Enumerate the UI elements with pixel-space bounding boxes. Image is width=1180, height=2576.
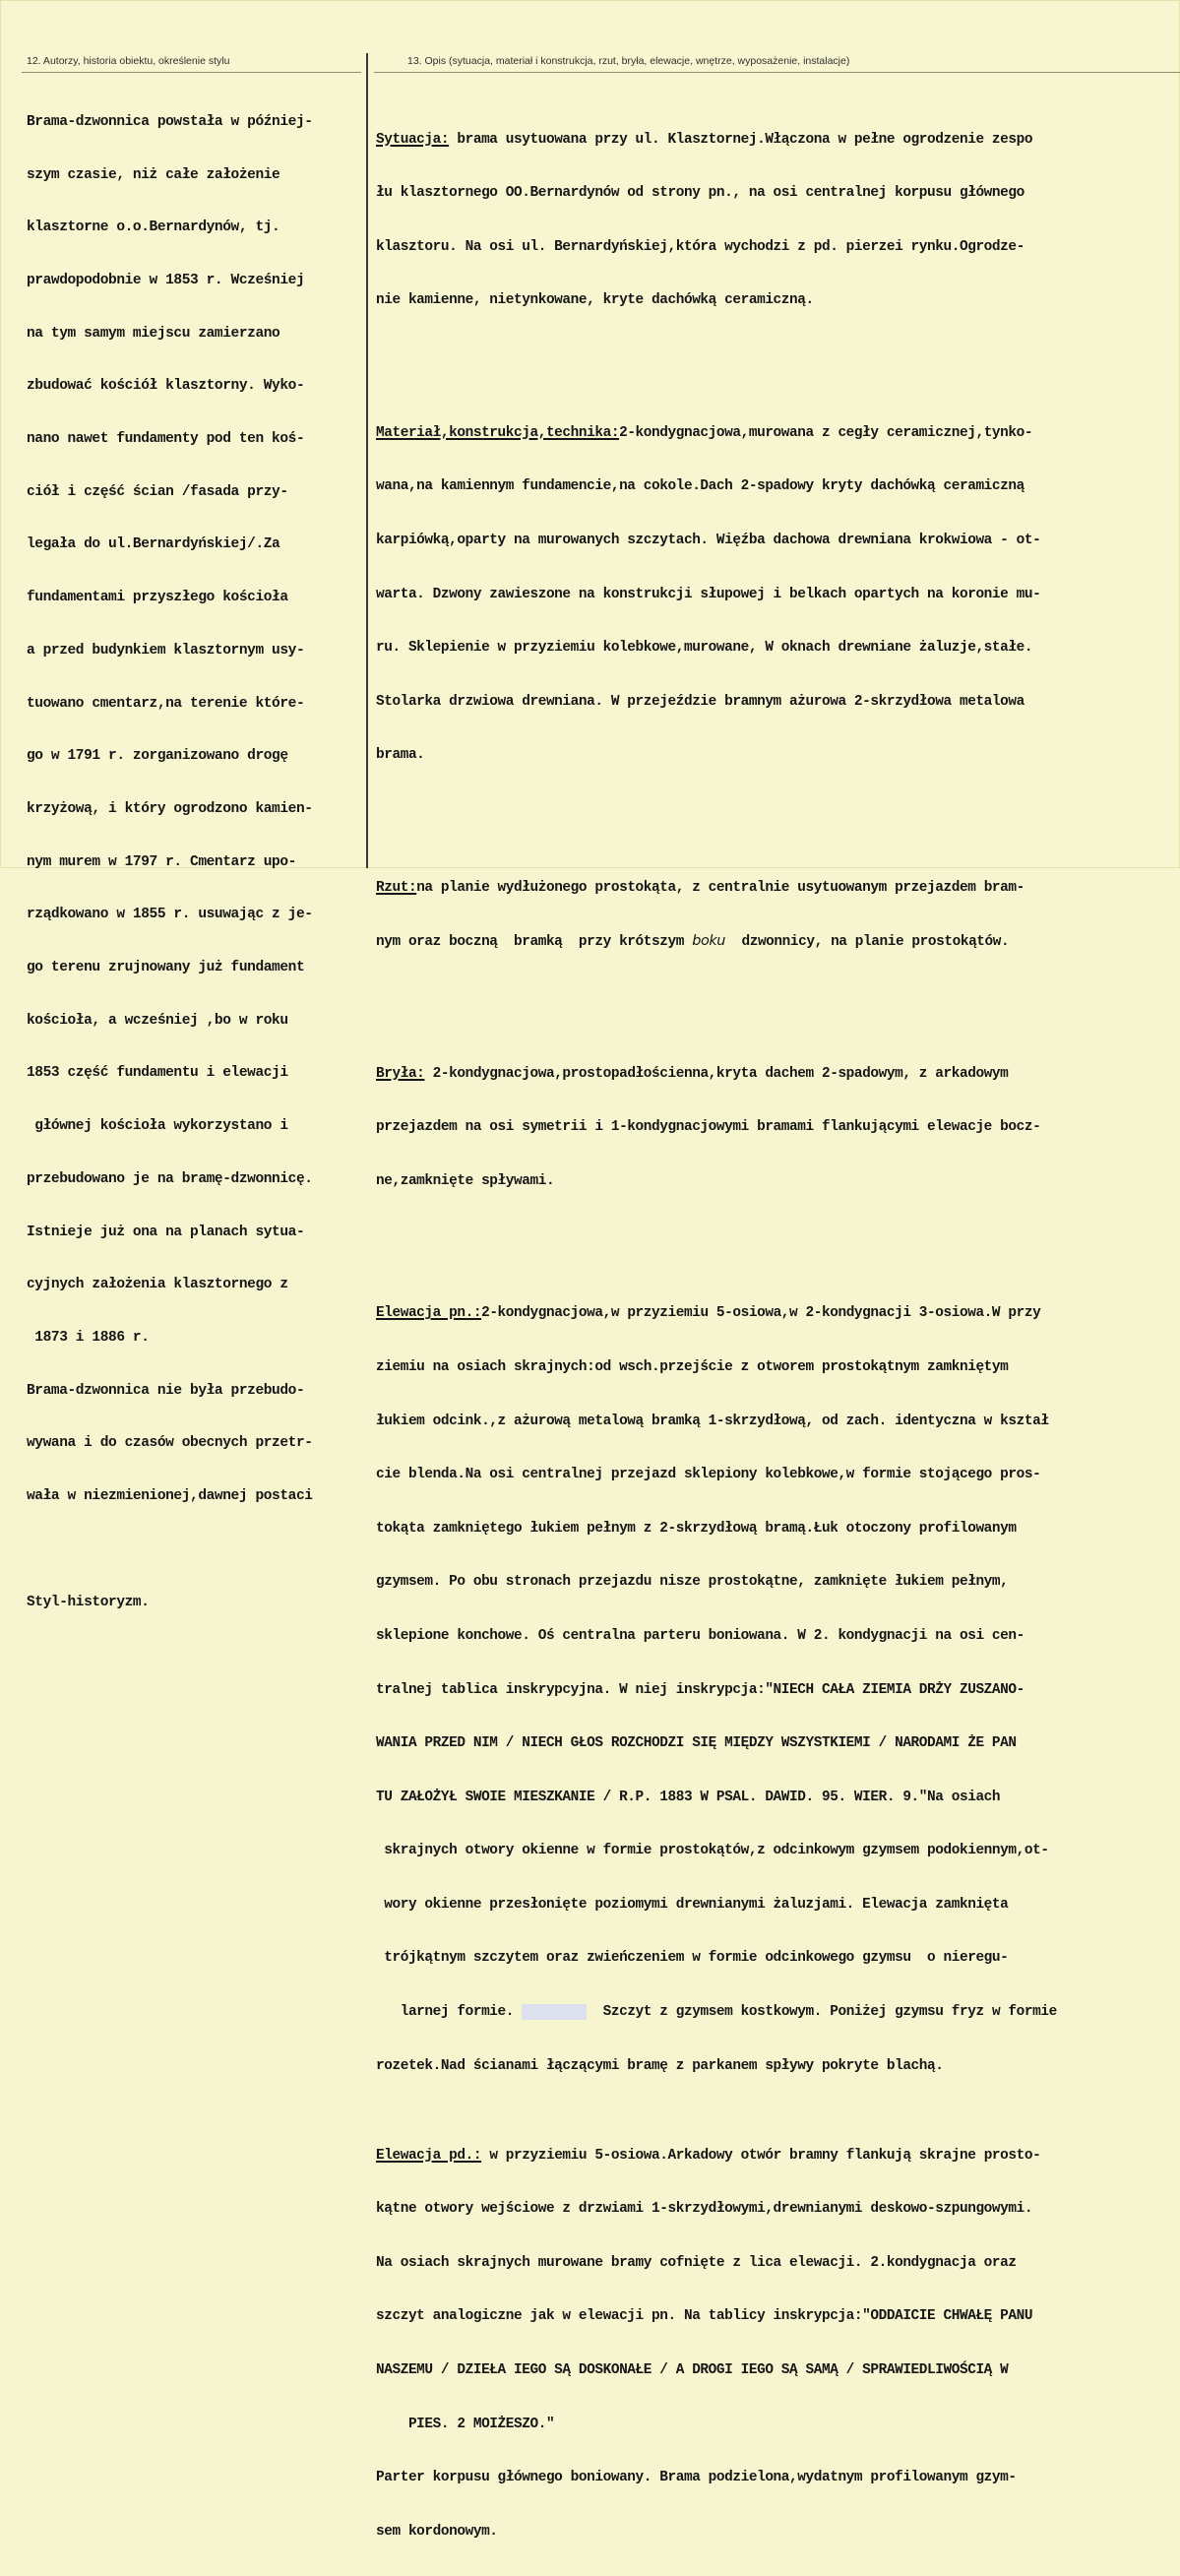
elewacja-pd-line: NASZEMU / DZIEŁA IEGO SĄ DOSKONAŁE / A DROGI IEGO SĄ SAMĄ / SPRAWIEDLIWOŚCIĄ W bbox=[376, 2362, 1009, 2379]
history-line: klasztorne o.o.Bernardynów, tj. bbox=[27, 220, 280, 236]
elewacja-pn-line: tokąta zamkniętego łukiem pełnym z 2-skrzydłową bramą.Łuk otoczony profilowanym bbox=[376, 1520, 1017, 1537]
history-line: głównej kościoła wykorzystano i bbox=[27, 1118, 288, 1135]
history-line: Brama-dzwonnica nie była przebudo- bbox=[27, 1382, 305, 1399]
history-line: przebudowano je na bramę-dzwonnicę. bbox=[27, 1170, 313, 1187]
elewacja-pd-line: szczyt analogiczne jak w elewacji pn. Na tablicy inskrypcja:"ODDAICIE CHWAŁĘ PANU bbox=[376, 2308, 1033, 2325]
right-header-rule bbox=[374, 72, 1180, 73]
material-line: brama. bbox=[376, 747, 425, 764]
bryla-line: ne,zamknięte spływami. bbox=[376, 1172, 555, 1189]
elewacja-pd-line: PIES. 2 MOIŻESZO." bbox=[376, 2416, 555, 2432]
material-label: Materiał,konstrukcja,technika: bbox=[376, 424, 620, 441]
material-line: warta. Dzwony zawieszone na konstrukcji słupowej i belkach opartych na koronie mu- bbox=[376, 586, 1041, 602]
history-line: fundamentami przyszłego kościoła bbox=[27, 590, 288, 606]
history-line: nano nawet fundamenty pod ten koś- bbox=[27, 431, 305, 448]
history-text bbox=[27, 79, 366, 1647]
elewacja-pn-line: wory okienne przesłonięte poziomymi drewnianymi żaluzjami. Elewacja zamknięta bbox=[376, 1896, 1009, 1913]
material-line: Stolarka drzwiowa drewniana. W przejeździe bramnym ażurowa 2-skrzydłowa metalowa bbox=[376, 693, 1025, 710]
elewacja-pd-line: Parter korpusu głównego boniowany. Brama podzielona,wydatnym profilowanym gzym- bbox=[376, 2470, 1017, 2486]
bryla-line: przejazdem na osi symetrii i 1-kondygnacjowymi bramami flankującymi elewacje bocz- bbox=[376, 1119, 1041, 1136]
history-line: go terenu zrujnowany już fundament bbox=[27, 960, 305, 976]
elewacja-pn-line: skrajnych otwory okienne w formie prostokątów,z odcinkowym gzymsem podokiennym,ot- bbox=[376, 1843, 1049, 1859]
history-line: legała do ul.Bernardyńskiej/.Za bbox=[27, 536, 280, 553]
elewacja-pn-line: larnej formie. xxxxxxxx Szczyt z gzymsem kostkowym. Poniżej gzymsu fryz w formie bbox=[376, 2004, 1057, 2021]
history-line: Brama-dzwonnica powstała w później- bbox=[27, 113, 313, 130]
elewacja-pn-line: trójkątnym szczytem oraz zwieńczeniem w formie odcinkowego gzymsu o nieregu- bbox=[376, 1950, 1009, 1967]
history-line: rządkowano w 1855 r. usuwając z je- bbox=[27, 907, 313, 923]
history-line: cyjnych założenia klasztornego z bbox=[27, 1277, 288, 1293]
elewacja-pn-line: sklepione konchowe. Oś centralna parteru boniowana. W 2. kondygnacji na osi cen- bbox=[376, 1627, 1025, 1644]
sytuacja-line: klasztoru. Na osi ul. Bernardyńskiej,która wychodzi z pd. pierzei rynku.Ogrodze- bbox=[376, 238, 1025, 255]
history-line: a przed budynkiem klasztornym usy- bbox=[27, 642, 305, 659]
history-line: nym murem w 1797 r. Cmentarz upo- bbox=[27, 853, 296, 870]
elewacja-pn-line: TU ZAŁOŻYŁ SWOIE MIESZKANIE / R.P. 1883 W PSAL. DAWID. 95. WIER. 9."Na osiach bbox=[376, 1789, 1001, 1805]
handwritten-correction: boku bbox=[692, 933, 725, 950]
history-line: na tym samym miejscu zamierzano bbox=[27, 325, 280, 342]
history-line: wała w niezmienionej,dawnej postaci bbox=[27, 1488, 313, 1505]
elewacja-pd-label: Elewacja pd.: bbox=[376, 2147, 482, 2164]
sytuacja-label: Sytuacja: bbox=[376, 131, 450, 148]
right-column-header: 13. Opis (sytuacja, materiał i konstrukcja, rzut, bryła, elewacje, wnętrze, wyposażenie, instalacje) bbox=[407, 55, 850, 67]
history-line: szym czasie, niż całe założenie bbox=[27, 166, 280, 183]
material-line: karpiówką,oparty na murowanych szczytach. Więźba dachowa drewniana krokwiowa - ot- bbox=[376, 532, 1041, 548]
elewacja-pn-line: cie blenda.Na osi centralnej przejazd sklepiony kolebkowe,w formie stojącego pros- bbox=[376, 1467, 1041, 1483]
sytuacja-line: nie kamienne, nietynkowane, kryte dachówką ceramiczną. bbox=[376, 292, 814, 309]
elewacja-pd-line: Elewacja pd.: w przyziemiu 5-osiowa.Arkadowy otwór bramny flankują skrajne prosto- bbox=[376, 2147, 1041, 2164]
elewacja-pn-line: tralnej tablica inskrypcyjna. W niej inskrypcja:"NIECH CAŁA ZIEMIA DRŻY ZUSZANO- bbox=[376, 1681, 1025, 1698]
material-line: Materiał,konstrukcja,technika:2-kondygnacjowa,murowana z cegły ceramicznej,tynko- bbox=[376, 424, 1033, 441]
redacted-text: xxxxxxxx bbox=[522, 2004, 588, 2021]
column-divider bbox=[366, 53, 368, 868]
elewacja-pd-line: kątne otwory wejściowe z drzwiami 1-skrzydłowymi,drewnianymi deskowo-szpungowymi. bbox=[376, 2201, 1033, 2218]
history-line: tuowano cmentarz,na terenie które- bbox=[27, 695, 305, 712]
history-line: go w 1791 r. zorganizowano drogę bbox=[27, 748, 288, 765]
history-line: Istnieje już ona na planach sytua- bbox=[27, 1224, 305, 1240]
history-line: wywana i do czasów obecnych przetr- bbox=[27, 1435, 313, 1452]
left-column-header: 12. Autorzy, historia obiektu, określenie stylu bbox=[27, 55, 230, 67]
sytuacja-line: Sytuacja: brama usytuowana przy ul. Klasztornej.Włączona w pełne ogrodzenie zespo bbox=[376, 131, 1033, 148]
elewacja-pn-line: Elewacja pn.:2-kondygnacjowa,w przyziemiu 5-osiowa,w 2-kondygnacji 3-osiowa.W przy bbox=[376, 1305, 1041, 1322]
description-text bbox=[376, 77, 1180, 2576]
style-definition: Styl-historyzm. bbox=[27, 1594, 150, 1610]
history-line: krzyżową, i który ogrodzono kamien- bbox=[27, 800, 313, 817]
material-line: wana,na kamiennym fundamencie,na cokole.Dach 2-spadowy kryty dachówką ceramiczną bbox=[376, 478, 1025, 495]
elewacja-pd-line: sem kordonowym. bbox=[376, 2523, 498, 2540]
bryla-line: Bryła: 2-kondygnacjowa,prostopadłościenna,kryta dachem 2-spadowym, z arkadowym bbox=[376, 1065, 1009, 1082]
history-line: prawdopodobnie w 1853 r. Wcześniej bbox=[27, 272, 305, 288]
elewacja-pn-line: ziemiu na osiach skrajnych:od wsch.przejście z otworem prostokątnym zamkniętym bbox=[376, 1358, 1009, 1375]
history-line: zbudować kościół klasztorny. Wyko- bbox=[27, 378, 305, 395]
elewacja-pn-line: rozetek.Nad ścianami łączącymi bramę z parkanem spływy pokryte blachą. bbox=[376, 2057, 944, 2074]
sytuacja-line: łu klasztornego OO.Bernardynów od strony pn., na osi centralnej korpusu głównego bbox=[376, 185, 1025, 202]
rzut-label: Rzut: bbox=[376, 879, 417, 896]
elewacja-pn-label: Elewacja pn.: bbox=[376, 1305, 482, 1322]
history-line: ciół i część ścian /fasada przy- bbox=[27, 483, 288, 500]
bryla-label: Bryła: bbox=[376, 1065, 425, 1082]
history-line: kościoła, a wcześniej ,bo w roku bbox=[27, 1012, 288, 1029]
material-line: ru. Sklepienie w przyziemiu kolebkowe,murowane, W oknach drewniane żaluzje,stałe. bbox=[376, 640, 1033, 657]
elewacja-pn-line: łukiem odcink.,z ażurową metalową bramką 1-skrzydłową, od zach. identyczna w kształ bbox=[376, 1413, 1049, 1429]
elewacja-pd-line: Na osiach skrajnych murowane bramy cofnięte z lica elewacji. 2.kondygnacja oraz bbox=[376, 2254, 1017, 2271]
rzut-line: Rzut:na planie wydłużonego prostokąta, z centralnie usytuowanym przejazdem bram- bbox=[376, 879, 1025, 896]
rzut-line: nym oraz boczną bramką przy krótszym boku dzwonnicy, na planie prostokątów. bbox=[376, 933, 1010, 951]
left-header-rule bbox=[22, 72, 361, 73]
history-line: 1873 i 1886 r. bbox=[27, 1329, 150, 1346]
history-line: 1853 część fundamentu i elewacji bbox=[27, 1065, 288, 1082]
elewacja-pn-line: gzymsem. Po obu stronach przejazdu nisze prostokątne, zamknięte łukiem pełnym, bbox=[376, 1574, 1009, 1591]
elewacja-pn-line: WANIA PRZED NIM / NIECH GŁOS ROZCHODZI SIĘ MIĘDZY WSZYSTKIEMI / NARODAMI ŻE PAN bbox=[376, 1735, 1017, 1752]
